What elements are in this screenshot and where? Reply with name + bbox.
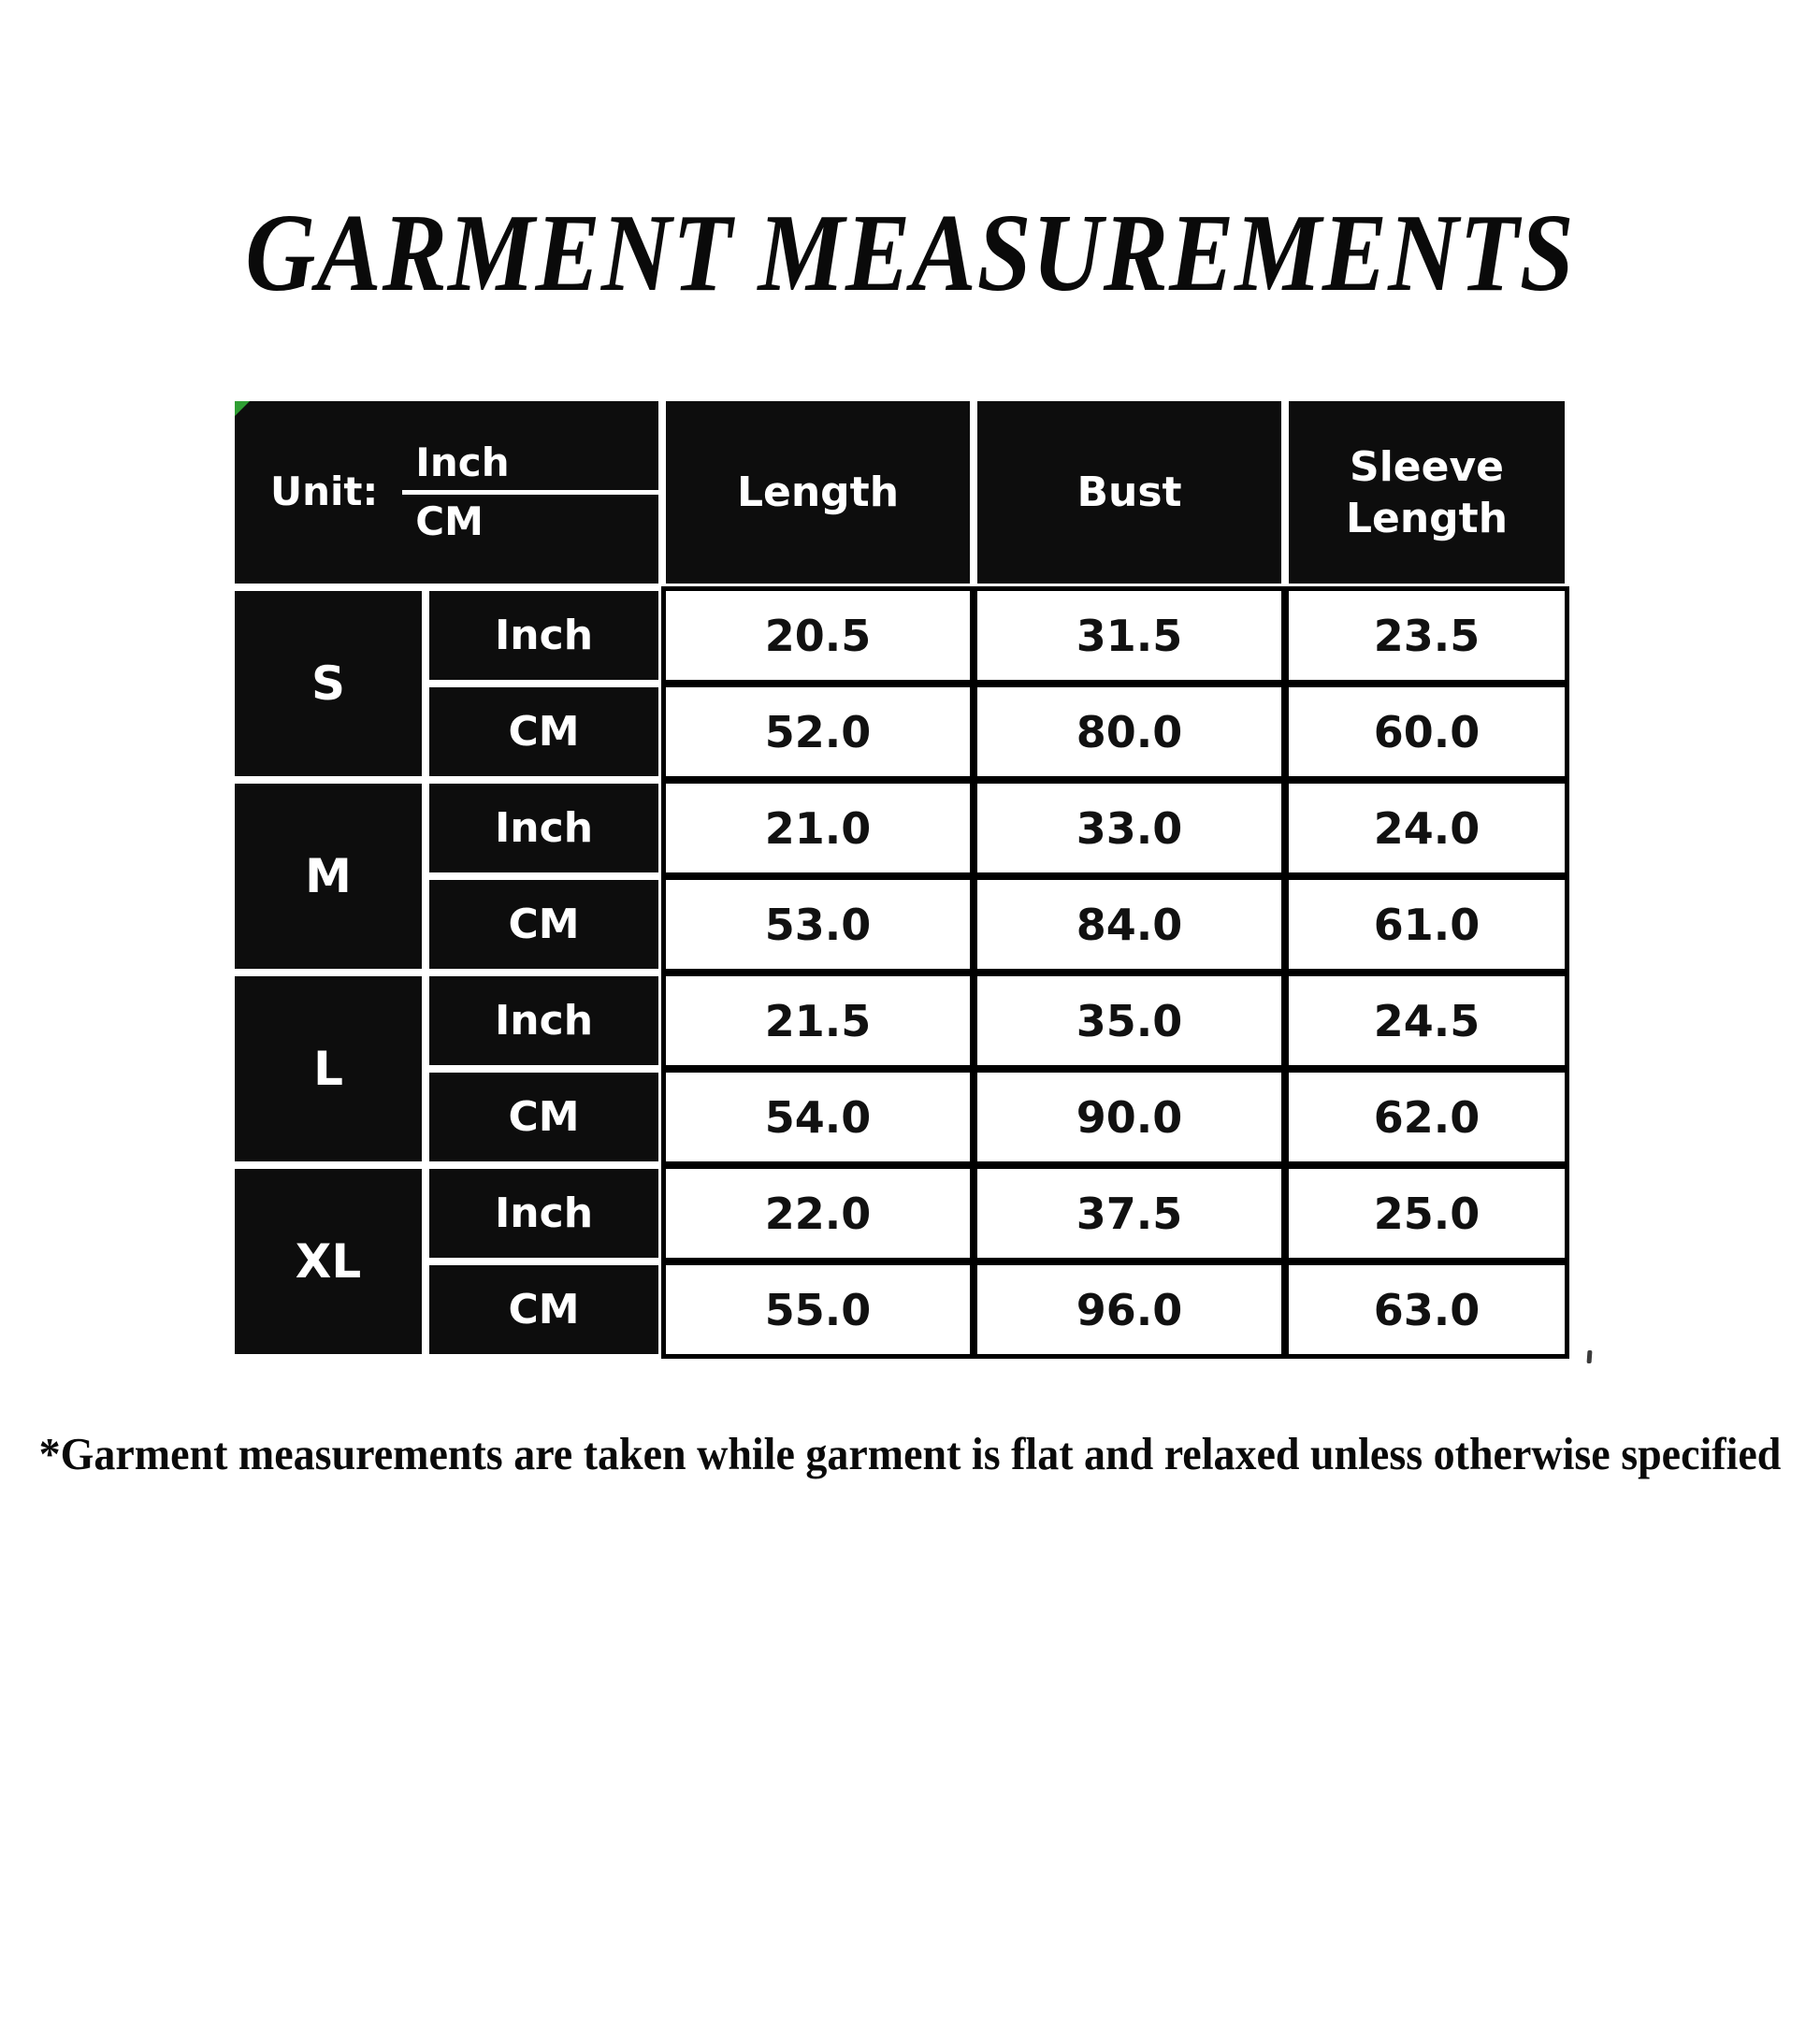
value-l-cm-bust: 90.0	[977, 1073, 1281, 1161]
size-cell-m: M	[235, 784, 422, 969]
value-xl-inch-sleeve: 25.0	[1289, 1169, 1565, 1258]
unit-cell-s-inch: Inch	[429, 591, 658, 680]
unit-cm-label: CM	[415, 498, 484, 544]
unit-header-cell	[235, 401, 658, 584]
value-m-inch-bust: 33.0	[977, 784, 1281, 872]
unit-cell-l-inch: Inch	[429, 976, 658, 1065]
column-header-bust: Bust	[977, 401, 1281, 584]
stray-mark-artifact	[1587, 1350, 1593, 1363]
value-m-inch-sleeve: 24.0	[1289, 784, 1565, 872]
unit-label: Unit:	[270, 468, 379, 515]
value-xl-cm-length: 55.0	[666, 1265, 970, 1354]
size-cell-s: S	[235, 591, 422, 776]
value-m-cm-bust: 84.0	[977, 880, 1281, 969]
value-s-cm-sleeve: 60.0	[1289, 687, 1565, 776]
value-s-cm-length: 52.0	[666, 687, 970, 776]
size-cell-xl: XL	[235, 1169, 422, 1354]
value-l-cm-sleeve: 62.0	[1289, 1073, 1565, 1161]
value-s-inch-sleeve: 23.5	[1289, 591, 1565, 680]
value-s-cm-bust: 80.0	[977, 687, 1281, 776]
corner-triangle-icon	[235, 401, 250, 416]
value-m-cm-length: 53.0	[666, 880, 970, 969]
value-l-inch-sleeve: 24.5	[1289, 976, 1565, 1065]
value-s-inch-bust: 31.5	[977, 591, 1281, 680]
unit-inch-label: Inch	[402, 436, 658, 495]
value-s-inch-length: 20.5	[666, 591, 970, 680]
footnote: *Garment measurements are taken while garment is flat and relaxed unless otherwise specified	[38, 1429, 1782, 1479]
size-cell-l: L	[235, 976, 422, 1161]
value-l-inch-length: 21.5	[666, 976, 970, 1065]
size-table	[230, 396, 1539, 1359]
value-m-inch-length: 21.0	[666, 784, 970, 872]
unit-cell-xl-cm: CM	[429, 1265, 658, 1354]
value-l-cm-length: 54.0	[666, 1073, 970, 1161]
unit-cell-xl-inch: Inch	[429, 1169, 658, 1258]
value-xl-cm-sleeve: 63.0	[1289, 1265, 1565, 1354]
unit-cell-s-cm: CM	[429, 687, 658, 776]
column-header-length: Length	[666, 401, 970, 584]
value-m-cm-sleeve: 61.0	[1289, 880, 1565, 969]
value-xl-inch-bust: 37.5	[977, 1169, 1281, 1258]
column-header-sleeve-length: Sleeve Length	[1289, 401, 1565, 584]
unit-cell-m-cm: CM	[429, 880, 658, 969]
value-xl-cm-bust: 96.0	[977, 1265, 1281, 1354]
unit-fraction	[402, 436, 658, 549]
page-title: GARMENT MEASUREMENTS	[245, 192, 1575, 315]
value-xl-inch-length: 22.0	[666, 1169, 970, 1258]
unit-cell-m-inch: Inch	[429, 784, 658, 872]
unit-cell-l-cm: CM	[429, 1073, 658, 1161]
value-l-inch-bust: 35.0	[977, 976, 1281, 1065]
